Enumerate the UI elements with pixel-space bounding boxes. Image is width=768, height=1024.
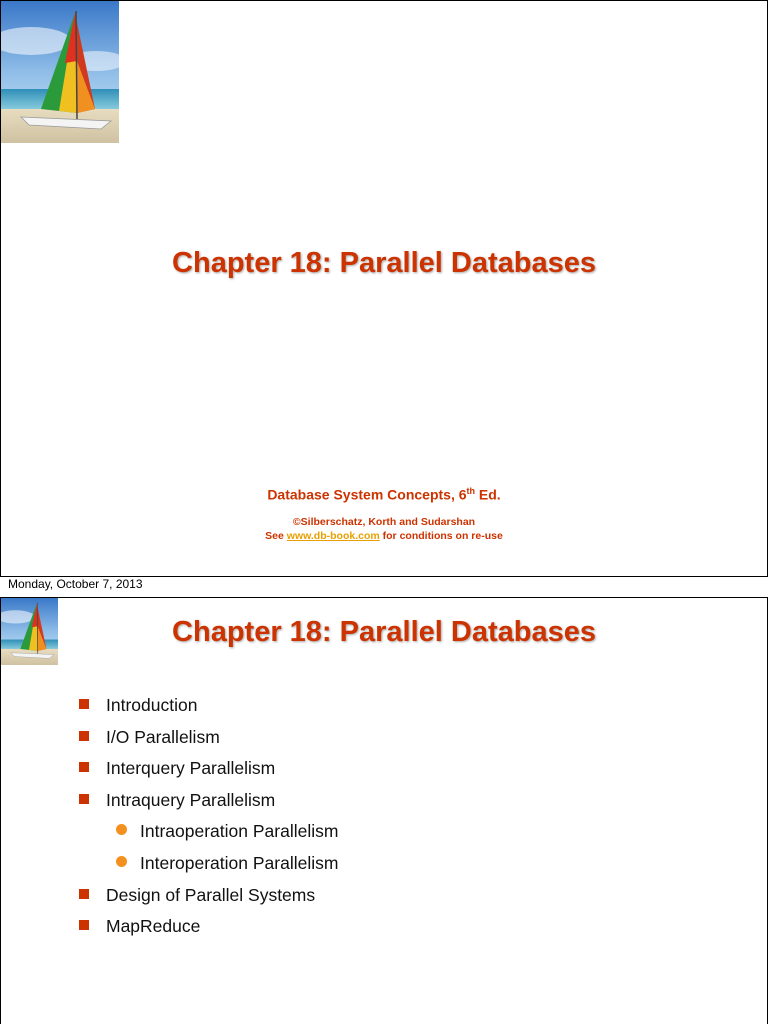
reuse-line — [1, 530, 767, 542]
copyright-line: ©Silberschatz, Korth and Sudarshan — [292, 516, 476, 528]
book-edition — [1, 486, 767, 503]
edition-suffix: Ed. — [475, 486, 501, 503]
edition-text: Database System Concepts, 6 — [267, 486, 467, 503]
title-slide-heading: Chapter 18: Parallel Databases — [172, 247, 596, 279]
outline-item-text: Intraoperation Parallelism — [140, 821, 339, 842]
outline-item-text: I/O Parallelism — [106, 726, 220, 747]
circle-bullet-icon — [116, 856, 127, 867]
outline-slide-heading: Chapter 18: Parallel Databases — [172, 616, 596, 648]
db-book-link[interactable]: www.db-book.com — [286, 530, 380, 542]
square-bullet-icon — [79, 699, 89, 709]
outline-item-text: Introduction — [106, 695, 198, 715]
sailboat-logo-icon — [1, 1, 119, 143]
outline-slide — [0, 597, 768, 1024]
date-label: Monday, October 7, 2013 — [8, 577, 143, 591]
outline-item-text: Interquery Parallelism — [106, 758, 276, 779]
circle-bullet-icon — [116, 824, 127, 835]
reuse-prefix: See — [265, 530, 287, 542]
square-bullet-icon — [79, 794, 89, 804]
outline-item-text: Intraquery Parallelism — [106, 789, 276, 810]
edition-sup: th — [466, 486, 476, 496]
square-bullet-icon — [79, 731, 89, 741]
outline-item-text: MapReduce — [106, 916, 201, 937]
square-bullet-icon — [79, 889, 89, 899]
outline-list — [1, 598, 767, 1024]
square-bullet-icon — [79, 762, 89, 772]
outline-item-text: Interoperation Parallelism — [140, 853, 339, 873]
reuse-suffix: for conditions on re-use — [379, 530, 503, 542]
outline-item-text: Design of Parallel Systems — [106, 884, 316, 905]
square-bullet-icon — [79, 920, 89, 930]
